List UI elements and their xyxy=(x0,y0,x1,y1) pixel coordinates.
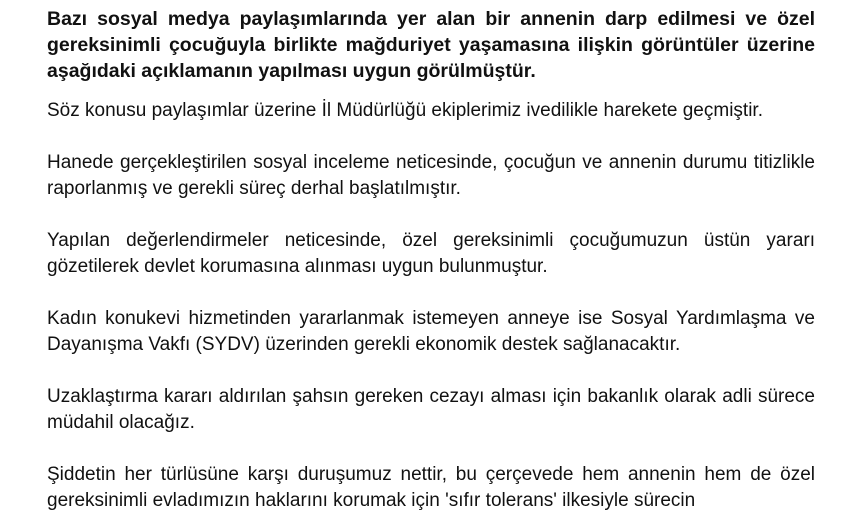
paragraph-6: Şiddetin her türlüsüne karşı duruşumuz nettir, bu çerçevede hem annenin hem de özel gereksinimli evladımızın haklarını korumak için 'sıfır tolerans' ilkesiyle sürecin xyxy=(47,464,815,511)
paragraph-1: Söz konusu paylaşımlar üzerine İl Müdürlüğü ekiplerimiz ivedilikle harekete geçmiştir. xyxy=(47,100,763,121)
paragraph-2: Hanede gerçekleştirilen sosyal inceleme neticesinde, çocuğun ve annenin durumu titizlikle raporlanmış ve gerekli süreç derhal başlatılmıştır. xyxy=(47,152,815,199)
paragraph-4: Kadın konukevi hizmetinden yararlanmak istemeyen anneye ise Sosyal Yardımlaşma ve Dayanışma Vakfı (SYDV) üzerinden gerekli ekonomik destek sağlanacaktır. xyxy=(47,308,815,355)
paragraph-3: Yapılan değerlendirmeler neticesinde, özel gereksinimli çocuğumuzun üstün yararı gözetilerek devlet korumasına alınması uygun bulunmuştur. xyxy=(47,230,815,277)
statement-document xyxy=(47,0,815,514)
intro-paragraph: Bazı sosyal medya paylaşımlarında yer alan bir annenin darp edilmesi ve özel gereksinimli çocuğuyla birlikte mağduriyet yaşamasına ilişkin görüntüler üzerine aşağıdaki açıklamanın yapılması uygun görülmüştür. xyxy=(47,8,815,82)
paragraph-5: Uzaklaştırma kararı aldırılan şahsın gereken cezayı alması için bakanlık olarak adli sürece müdahil olacağız. xyxy=(47,386,815,433)
